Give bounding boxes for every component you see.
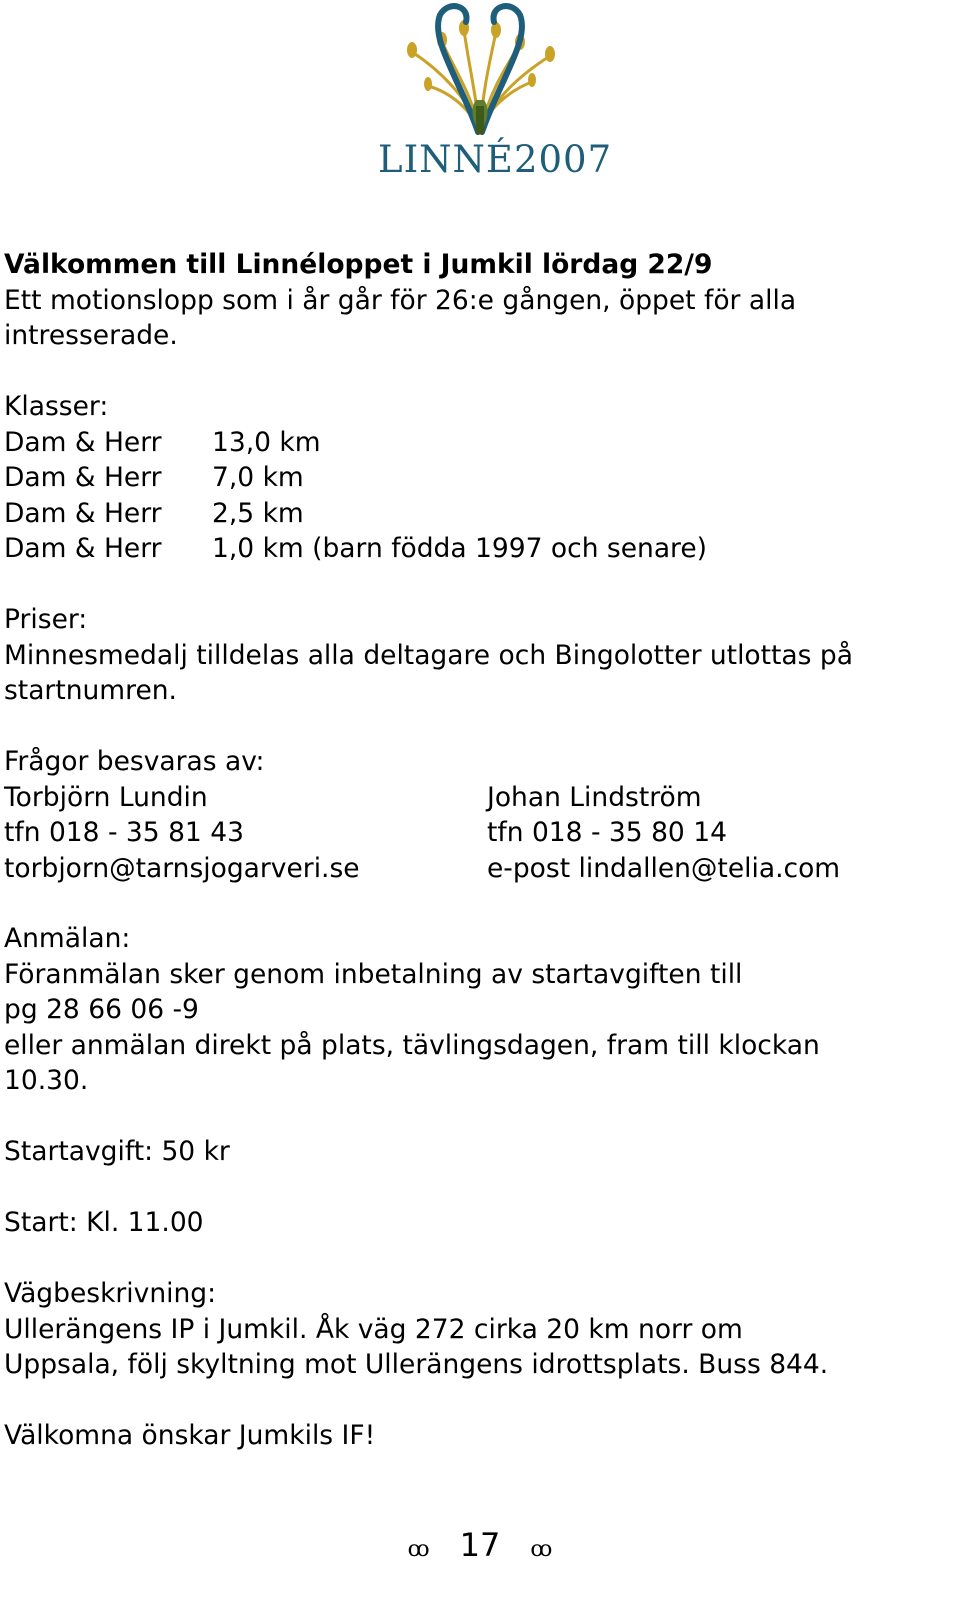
registration-line-2: pg 28 66 06 -9 (4, 994, 199, 1025)
page-footer (0, 1526, 960, 1564)
page-heading: Välkommen till Linnéloppet i Jumkil lördag 22/9 (4, 249, 713, 280)
registration-line-1: Föranmälan sker genom inbetalning av startavgiften till (4, 959, 743, 990)
class-group: Dam & Herr (4, 427, 162, 458)
start-time: Start: Kl. 11.00 (4, 1207, 204, 1238)
class-row (4, 496, 304, 532)
class-distance: 1,0 km (barn födda 1997 och senare) (212, 533, 708, 564)
intro-line-1: Ett motionslopp som i år går för 26:e gången, öppet för alla (4, 285, 797, 316)
registration-label: Anmälan: (4, 923, 131, 954)
class-distance: 13,0 km (212, 427, 321, 458)
classes-label: Klasser: (4, 391, 109, 422)
contact-1-email: torbjorn@tarnsjogarveri.se (4, 853, 360, 884)
directions-line-1: Ullerängens IP i Jumkil. Åk väg 272 cirka 20 km norr om (4, 1314, 743, 1345)
contact-2-email: e-post lindallen@telia.com (487, 853, 841, 884)
prizes-line-1: Minnesmedalj tilldelas alla deltagare och Bingolotter utlottas på (4, 640, 853, 671)
directions-line-2: Uppsala, följ skyltning mot Ullerängens idrottsplats. Buss 844. (4, 1349, 829, 1380)
contact-2-name: Johan Lindström (487, 782, 702, 813)
logo-wordmark: LINNÉ2007 (378, 138, 613, 181)
ornament-right-icon: ꝏ (530, 1537, 553, 1562)
intro-line-2: intresserade. (4, 320, 178, 351)
prizes-line-2: startnumren. (4, 675, 177, 706)
ornament-left-icon: ꝏ (407, 1537, 430, 1562)
questions-label: Frågor besvaras av: (4, 746, 265, 777)
contact-1-phone: tfn 018 - 35 81 43 (4, 817, 244, 848)
contact-2-phone: tfn 018 - 35 80 14 (487, 817, 727, 848)
contact-1-name: Torbjörn Lundin (4, 782, 208, 813)
registration-line-4: 10.30. (4, 1065, 89, 1096)
class-row (4, 531, 707, 567)
start-fee: Startavgift: 50 kr (4, 1136, 230, 1167)
class-row (4, 425, 321, 461)
class-group: Dam & Herr (4, 533, 162, 564)
directions-label: Vägbeskrivning: (4, 1278, 217, 1309)
registration-line-3: eller anmälan direkt på plats, tävlingsdagen, fram till klockan (4, 1030, 820, 1061)
page-number: 17 (459, 1526, 501, 1564)
class-row (4, 460, 304, 496)
class-group: Dam & Herr (4, 498, 162, 529)
closing-line: Välkomna önskar Jumkils IF! (4, 1420, 376, 1451)
class-distance: 7,0 km (212, 462, 304, 493)
prizes-label: Priser: (4, 604, 88, 635)
class-distance: 2,5 km (212, 498, 304, 529)
class-group: Dam & Herr (4, 462, 162, 493)
